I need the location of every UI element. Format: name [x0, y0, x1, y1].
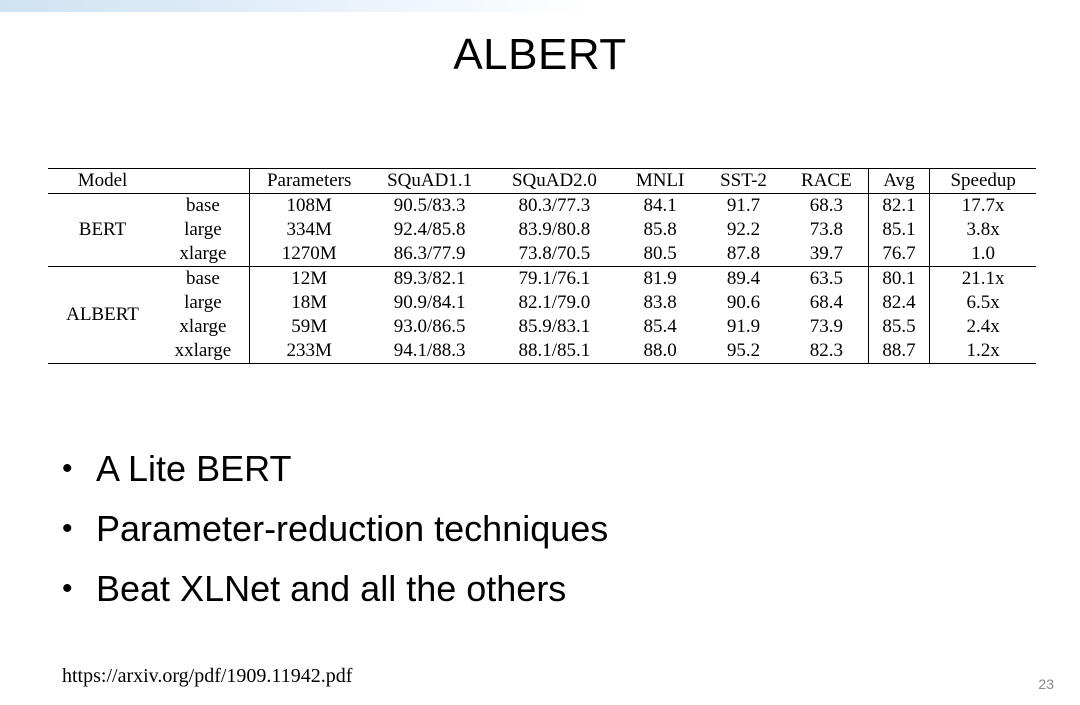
header-sst2: SST-2 [702, 169, 785, 194]
parameters-cell: 12M [249, 267, 368, 292]
parameters-cell: 1270M [281, 243, 337, 264]
header-avg: Avg [868, 169, 930, 194]
table-bottom-rule [48, 364, 1036, 367]
bullet-marker-icon: • [62, 572, 73, 605]
squad1-cell: 92.4/85.8 [393, 219, 466, 240]
race-cell: 68.3 [809, 195, 843, 216]
table-row [48, 267, 1036, 292]
variant-cell: xlarge [157, 242, 249, 267]
sst2-cell: 92.2 [726, 219, 761, 240]
squad2-cell: 80.3/77.3 [518, 195, 591, 216]
variant-cell: base [157, 194, 249, 219]
bullet-marker-icon: • [62, 512, 73, 545]
mnli-cell: 85.4 [643, 316, 677, 337]
bullet-text: Beat XLNet and all the others [96, 568, 567, 609]
squad1-cell: 89.3/82.1 [369, 267, 491, 292]
header-model: Model [48, 169, 157, 194]
header-parameters: Parameters [249, 169, 368, 194]
sst2-cell: 91.7 [726, 195, 761, 216]
table-row [48, 242, 1036, 267]
variant-cell: large [157, 218, 249, 242]
variant-cell: xlarge [157, 315, 249, 339]
sst2-cell: 87.8 [726, 243, 761, 264]
list-item [62, 508, 962, 550]
race-cell: 39.7 [809, 243, 843, 264]
squad2-cell: 85.9/83.1 [518, 316, 591, 337]
sst2-cell: 91.9 [726, 316, 761, 337]
variant-cell: large [157, 291, 249, 315]
list-item [62, 448, 962, 490]
mnli-cell: 88.0 [643, 340, 677, 361]
race-cell: 73.8 [809, 219, 843, 240]
header-squad2: SQuAD2.0 [491, 169, 619, 194]
speedup-cell: 2.4x [930, 315, 1036, 339]
slide-top-accent-bar [0, 0, 1080, 12]
results-table-container [48, 168, 1036, 366]
table-row [48, 194, 1036, 219]
bullet-text: Parameter-reduction techniques [96, 508, 609, 549]
table-header-row [48, 169, 1036, 194]
squad2-cell: 83.9/80.8 [518, 219, 591, 240]
source-link[interactable]: https://arxiv.org/pdf/1909.11942.pdf [62, 665, 353, 687]
speedup-cell: 17.7x [930, 194, 1036, 219]
race-cell: 63.5 [785, 267, 868, 292]
squad2-cell: 88.1/85.1 [518, 340, 591, 361]
parameters-cell: 59M [291, 316, 328, 337]
variant-cell: base [157, 267, 249, 292]
speedup-cell: 1.0 [930, 242, 1036, 267]
table-row [48, 315, 1036, 339]
avg-cell: 76.7 [868, 242, 930, 267]
squad1-cell: 90.9/84.1 [393, 292, 466, 313]
variant-cell: xxlarge [157, 339, 249, 364]
squad1-cell: 90.5/83.3 [393, 195, 466, 216]
race-cell: 82.3 [809, 340, 843, 361]
mnli-cell: 83.8 [643, 292, 677, 313]
mnli-cell: 85.8 [643, 219, 677, 240]
header-speedup: Speedup [930, 169, 1036, 194]
avg-cell: 82.4 [868, 291, 930, 315]
mnli-cell: 84.1 [643, 195, 677, 216]
squad1-cell: 93.0/86.5 [393, 316, 466, 337]
speedup-cell: 6.5x [930, 291, 1036, 315]
squad2-cell: 82.1/79.0 [518, 292, 591, 313]
squad2-cell: 79.1/76.1 [491, 267, 619, 292]
race-cell: 73.9 [809, 316, 843, 337]
bullet-marker-icon: • [62, 452, 73, 485]
parameters-cell: 18M [291, 292, 328, 313]
mnli-cell: 81.9 [618, 267, 702, 292]
speedup-cell: 21.1x [930, 267, 1036, 292]
page-number: 23 [1038, 676, 1054, 692]
group-label-albert: ALBERT [48, 267, 157, 364]
speedup-cell: 3.8x [930, 218, 1036, 242]
header-squad1: SQuAD1.1 [369, 169, 491, 194]
group-label-bert: BERT [78, 219, 127, 240]
parameters-cell: 334M [286, 219, 332, 240]
header-mnli: MNLI [618, 169, 702, 194]
avg-cell: 80.1 [868, 267, 930, 292]
page-title: ALBERT [453, 30, 627, 79]
parameters-cell: 108M [286, 195, 332, 216]
speedup-cell: 1.2x [930, 339, 1036, 364]
race-cell: 68.4 [809, 292, 843, 313]
avg-cell: 88.7 [868, 339, 930, 364]
header-variant [157, 169, 249, 194]
parameters-cell: 233M [286, 340, 332, 361]
squad2-cell: 73.8/70.5 [518, 243, 591, 264]
sst2-cell: 95.2 [726, 340, 761, 361]
list-item [62, 568, 962, 610]
table-row [48, 291, 1036, 315]
header-race: RACE [785, 169, 868, 194]
avg-cell: 85.1 [868, 218, 930, 242]
mnli-cell: 80.5 [643, 243, 677, 264]
bullet-list [62, 448, 962, 628]
avg-cell: 85.5 [868, 315, 930, 339]
table-row [48, 218, 1036, 242]
sst2-cell: 90.6 [726, 292, 761, 313]
squad1-cell: 94.1/88.3 [393, 340, 466, 361]
results-table [48, 168, 1036, 366]
bullet-text: A Lite BERT [96, 448, 292, 489]
squad1-cell: 86.3/77.9 [393, 243, 466, 264]
sst2-cell: 89.4 [702, 267, 785, 292]
avg-cell: 82.1 [868, 194, 930, 219]
table-row [48, 339, 1036, 364]
